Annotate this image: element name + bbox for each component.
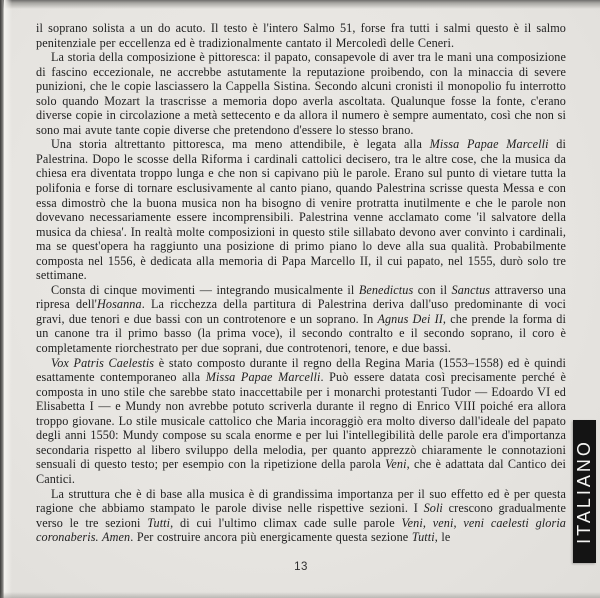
italic-run: Agnus Dei II bbox=[377, 311, 443, 326]
language-tab-italiano bbox=[573, 420, 596, 563]
paragraph bbox=[36, 283, 566, 356]
scan-edge-bottom bbox=[0, 592, 600, 598]
text-run: Consta di cinque movimenti — integrando musicalmente il bbox=[51, 282, 359, 297]
text-run: , che è adattata dal Cantico dei Cantici. bbox=[36, 457, 567, 486]
scan-edge-left bbox=[0, 0, 4, 598]
text-run: , di cui l'ultimo climax cade sulle parole bbox=[170, 515, 402, 530]
italic-run: Sanctus bbox=[451, 282, 491, 297]
italic-run: Benedictus bbox=[358, 282, 414, 297]
text-run: con il bbox=[413, 282, 452, 297]
italic-run: Vox Patris Caelestis bbox=[51, 355, 155, 370]
paragraph bbox=[36, 50, 566, 137]
text-body bbox=[36, 21, 566, 545]
text-run: è stato composto durante il regno della Regina Maria (1553–1558) ed è quindi esattamente contemporaneo alla bbox=[36, 355, 566, 385]
italic-run: Veni bbox=[385, 457, 407, 472]
text-run: , le bbox=[434, 530, 451, 545]
italic-run: Missa Papae Marcelli bbox=[429, 137, 549, 152]
paragraph bbox=[36, 487, 566, 545]
text-run: crescono gradualmente verso le tre sezioni bbox=[36, 501, 566, 530]
text-run: di Palestrina. Dopo le scosse della Riforma i cardinali cattolici decisero, tra le altre cose, che la musica da chiesa era diventata troppo lunga e che non si capivano più le parole. Erano sul punto di vietare tutta la polifonia e forse di tornare esclusivamente al canto piano, quando Palestrina scrisse questa Messa e con essa dimostrò che la buona musica non ha bisogno di venire protratta inutilmente e che le parole non dovevano necessariamente essere incomprensibili. Palestrina venne acclamato come 'il salvatore della musica da chiesa'. In realtà molte composizioni in questo stile sillabato devono aver convinto i cardinali, ma se quest'opera ha raggiunto una posizione di primo piano lo deve alla sua qualità. Probabilmente composta nel 1556, è dedicata alla memoria di Papa Marcello II, il cui papato, nel 1555, durò solo tre settimane. bbox=[36, 137, 566, 283]
text-run: attraverso una ripresa dell' bbox=[36, 282, 567, 312]
italic-run: Veni, veni, veni caelesti gloria coronaberis. Amen bbox=[36, 515, 566, 545]
italic-run: Missa Papae Marcelli bbox=[205, 370, 321, 385]
page-number: 13 bbox=[294, 561, 308, 573]
text-run: il soprano solista a un do acuto. Il testo è l'intero Salmo 51, forse fra tutti i salmi questo è il salmo penitenziale per eccellenza ed è tradizionalmente cantato il Mercoledì delle Ceneri. bbox=[36, 21, 566, 50]
italic-run: Tutti bbox=[147, 515, 171, 530]
italic-run: Tutti bbox=[411, 530, 435, 545]
scan-edge-top bbox=[0, 0, 600, 9]
italic-run: Soli bbox=[423, 501, 443, 516]
text-run: . Può essere datata così precisamente perché è composta in uno stile che sarebbe stato inaccettabile per i monarchi protestanti Tudor — Edoardo VI ed Elisabetta I — e Mundy non avrebbe potuto scriverla durante il regno di Enrico VIII poiché era allora troppo giovane. Lo stile musicale cattolico che Maria incoraggiò era molto diverso dall'ideale del papato degli anni 1550: Mundy compose su scala enorme e per lui l'intellegibilità delle parole era d'importanza secondaria rispetto al libero sviluppo della melodia, per quanto apprezzò chiaramente le connotazioni sensuali di questo testo; per esempio con la ripetizione della parola bbox=[36, 370, 566, 472]
paragraph bbox=[36, 137, 566, 282]
language-tab-label: ITALIANO bbox=[574, 439, 594, 544]
text-run: . La ricchezza della partitura di Palestrina deriva dall'uso predominante di voci gravi, due tenori e due bassi con un controtenore e un soprano. In bbox=[36, 297, 566, 326]
paragraph bbox=[36, 356, 566, 487]
text-run: La storia della composizione è pittoresca: il papato, consapevole di aver tra le mani una composizione di fascino eccezionale, ne accrebbe astutamente la reputazione proibendo, con la minaccia di severe punizioni, che le copie lasciassero la Cappella Sistina. Secondo alcuni cronisti il monopolio fu interrotto solo quando Mozart la trascrisse a memoria dopo averla ascoltata. Qualunque fosse la fonte, c'erano diverse copie in circolazione a metà settecento e da allora il numero è sempre aumentato, così che non si sono mai avute tante copie diverse che pretendono d'essere lo stesso brano. bbox=[36, 50, 566, 137]
scan-edge-left-highlight bbox=[4, 0, 12, 598]
text-run: Una storia altrettanto pittoresca, ma meno attendibile, è legata alla bbox=[51, 137, 430, 152]
text-run: . Per costruire ancora più energicamente questa sezione bbox=[130, 530, 412, 545]
text-run: , che prende la forma di un canone tra il primo basso (la prima voce), il secondo contralto e il secondo soprano, il coro è completamente riorchestrato per due soprani, due controtenori, tenore, e due bassi. bbox=[36, 311, 566, 356]
paragraph bbox=[36, 21, 566, 50]
italic-run: Hosanna bbox=[96, 297, 142, 312]
text-run: La struttura che è di base alla musica è di grandissima importanza per il suo effetto ed è per questa ragione che abbiamo stampato le parole divise nelle rispettive sezioni. I bbox=[36, 486, 566, 516]
